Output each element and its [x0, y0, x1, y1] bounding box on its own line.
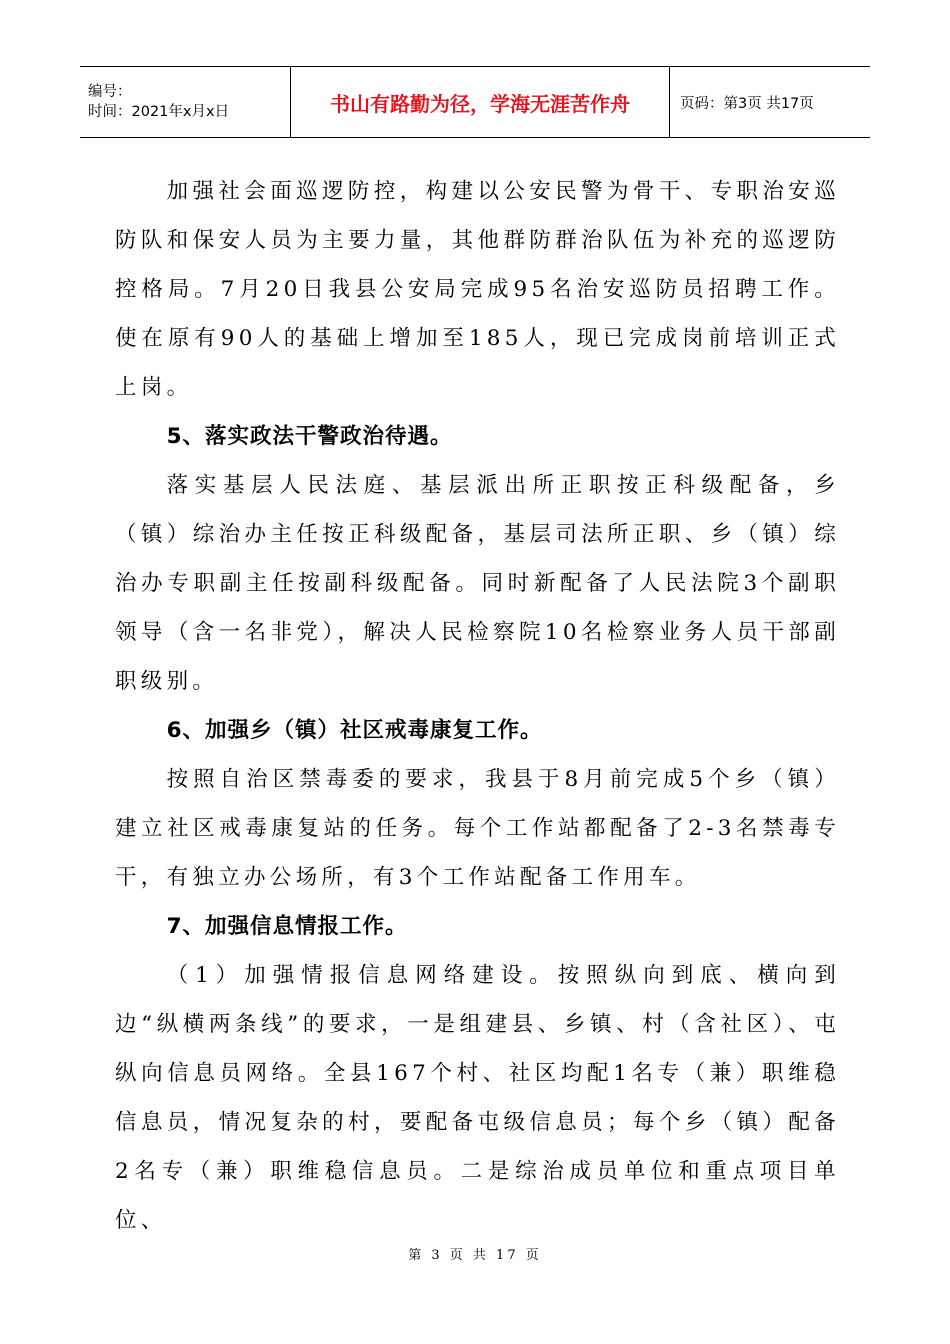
- header-page-info: 页码：第3页 共17页: [680, 95, 814, 112]
- header-motto-cell: [290, 67, 670, 137]
- document-time-label: 时间：2021年x月x日: [88, 104, 230, 120]
- paragraph-intel-network: （1）加强情报信息网络建设。按照纵向到底、横向到边“纵横两条线”的要求，一是组建县、乡镇、村（含社区）、屯纵向信息员网络。全县167个村、社区均配1名专（兼）职维稳信息员，情况复杂的村，要配备屯级信息员；每个乡（镇）配备2名专（兼）职维稳信息员。二是综治成员单位和重点项目单位、: [115, 963, 840, 1233]
- header-meta: [80, 67, 290, 137]
- section-heading-5: 5、落实政法干警政治待遇。: [166, 424, 453, 449]
- paragraph-treatment: 落实基层人民法庭、基层派出所正职按正科级配备，乡（镇）综治办主任按正科级配备，基层司法所正职、乡（镇）综治办专职副主任按副科级配备。同时新配备了人民法院3个副职领导（含一名非党），解决人民检察院10名检察业务人员干部副职级别。: [115, 473, 840, 694]
- section-heading-6: 6、加强乡（镇）社区戒毒康复工作。: [166, 718, 543, 743]
- paragraph-rehab: 按照自治区禁毒委的要求，我县于8月前完成5个乡（镇）建立社区戒毒康复站的任务。每个工作站都配备了2-3名禁毒专干，有独立办公场所，有3个工作站配备工作用车。: [115, 767, 840, 890]
- document-number-label: 编号：: [88, 84, 132, 100]
- document-body: [115, 167, 840, 1245]
- section-heading-7: 7、加强信息情报工作。: [166, 914, 408, 939]
- header-page-cell: [670, 67, 870, 137]
- paragraph-patrol: 加强社会面巡逻防控，构建以公安民警为骨干、专职治安巡防队和保安人员为主要力量，其他群防群治队伍为补充的巡逻防控格局。7月20日我县公安局完成95名治安巡防员招聘工作。使在原有90人的基础上增加至185人，现已完成岗前培训正式上岗。: [115, 179, 840, 400]
- page-header: [80, 66, 870, 138]
- header-motto: 书山有路勤为径，学海无涯苦作舟: [330, 91, 630, 116]
- page-footer: 第 3 页 共 17 页: [408, 1248, 542, 1263]
